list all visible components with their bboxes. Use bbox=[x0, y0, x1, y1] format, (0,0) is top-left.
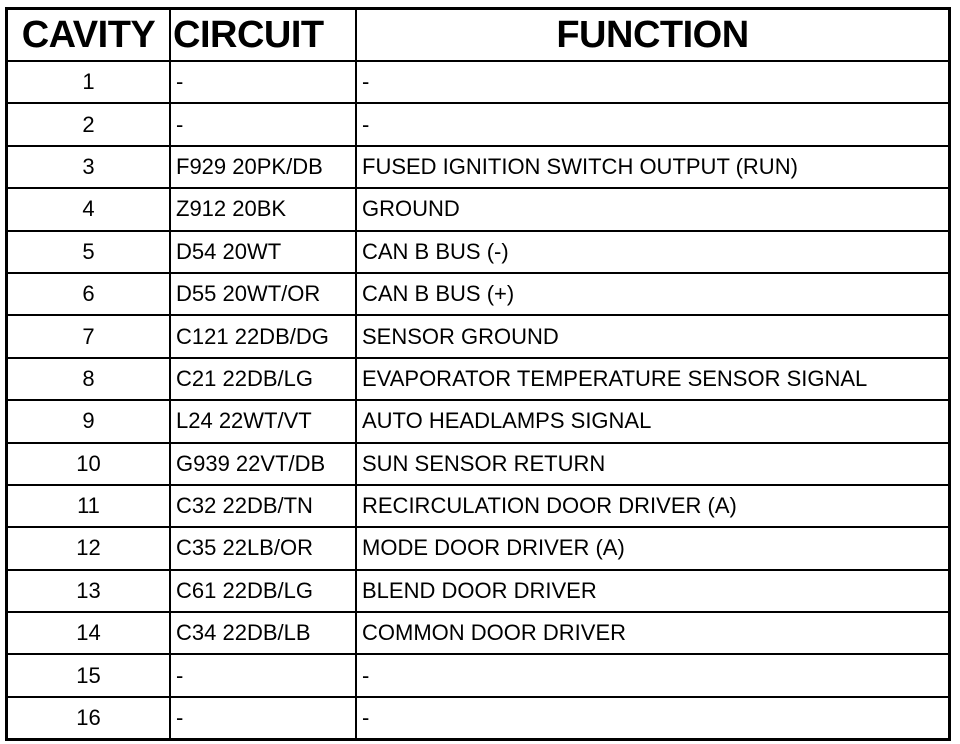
cell-function: - bbox=[356, 61, 949, 103]
cell-cavity: 1 bbox=[7, 61, 170, 103]
cell-circuit: - bbox=[170, 61, 356, 103]
cell-circuit: D55 20WT/OR bbox=[170, 273, 356, 315]
cell-function: FUSED IGNITION SWITCH OUTPUT (RUN) bbox=[356, 146, 949, 188]
cell-circuit: C121 22DB/DG bbox=[170, 315, 356, 357]
table-row bbox=[7, 315, 949, 357]
cell-cavity: 13 bbox=[7, 570, 170, 612]
header-row bbox=[7, 9, 949, 61]
cell-function: SENSOR GROUND bbox=[356, 315, 949, 357]
cell-cavity: 16 bbox=[7, 697, 170, 739]
cell-cavity: 8 bbox=[7, 358, 170, 400]
header-cavity: CAVITY bbox=[7, 9, 170, 61]
cell-function: COMMON DOOR DRIVER bbox=[356, 612, 949, 654]
cell-cavity: 12 bbox=[7, 527, 170, 569]
table-row bbox=[7, 146, 949, 188]
cell-function: RECIRCULATION DOOR DRIVER (A) bbox=[356, 485, 949, 527]
cell-cavity: 14 bbox=[7, 612, 170, 654]
table-row bbox=[7, 654, 949, 696]
cell-function: CAN B BUS (-) bbox=[356, 231, 949, 273]
cell-circuit: D54 20WT bbox=[170, 231, 356, 273]
table-row bbox=[7, 612, 949, 654]
table-body bbox=[7, 61, 949, 739]
header-circuit: CIRCUIT bbox=[170, 9, 356, 61]
cell-circuit: C21 22DB/LG bbox=[170, 358, 356, 400]
cell-circuit: F929 20PK/DB bbox=[170, 146, 356, 188]
table-row bbox=[7, 273, 949, 315]
cell-function: SUN SENSOR RETURN bbox=[356, 443, 949, 485]
cell-circuit: C34 22DB/LB bbox=[170, 612, 356, 654]
cell-circuit: C32 22DB/TN bbox=[170, 485, 356, 527]
table-row bbox=[7, 570, 949, 612]
cell-circuit: C35 22LB/OR bbox=[170, 527, 356, 569]
cell-function: - bbox=[356, 654, 949, 696]
cell-circuit: - bbox=[170, 103, 356, 145]
cell-function: MODE DOOR DRIVER (A) bbox=[356, 527, 949, 569]
cell-cavity: 10 bbox=[7, 443, 170, 485]
cell-circuit: Z912 20BK bbox=[170, 188, 356, 230]
table-row bbox=[7, 188, 949, 230]
cell-cavity: 11 bbox=[7, 485, 170, 527]
cell-function: AUTO HEADLAMPS SIGNAL bbox=[356, 400, 949, 442]
cell-cavity: 2 bbox=[7, 103, 170, 145]
header-function: FUNCTION bbox=[356, 9, 949, 61]
table-row bbox=[7, 697, 949, 739]
table-row bbox=[7, 231, 949, 273]
table-row bbox=[7, 61, 949, 103]
cell-function: - bbox=[356, 103, 949, 145]
table-header bbox=[7, 9, 949, 61]
table-row bbox=[7, 103, 949, 145]
cell-function: EVAPORATOR TEMPERATURE SENSOR SIGNAL bbox=[356, 358, 949, 400]
cell-function: GROUND bbox=[356, 188, 949, 230]
cell-circuit: - bbox=[170, 697, 356, 739]
table-row bbox=[7, 358, 949, 400]
cell-cavity: 15 bbox=[7, 654, 170, 696]
cell-cavity: 5 bbox=[7, 231, 170, 273]
cell-circuit: G939 22VT/DB bbox=[170, 443, 356, 485]
cell-function: CAN B BUS (+) bbox=[356, 273, 949, 315]
cell-function: - bbox=[356, 697, 949, 739]
cell-function: BLEND DOOR DRIVER bbox=[356, 570, 949, 612]
table-row bbox=[7, 527, 949, 569]
table-row bbox=[7, 400, 949, 442]
cell-cavity: 7 bbox=[7, 315, 170, 357]
cell-cavity: 6 bbox=[7, 273, 170, 315]
cell-circuit: C61 22DB/LG bbox=[170, 570, 356, 612]
cell-circuit: L24 22WT/VT bbox=[170, 400, 356, 442]
pinout-table bbox=[6, 8, 950, 740]
cell-circuit: - bbox=[170, 654, 356, 696]
cell-cavity: 4 bbox=[7, 188, 170, 230]
cell-cavity: 3 bbox=[7, 146, 170, 188]
table-row bbox=[7, 443, 949, 485]
table-row bbox=[7, 485, 949, 527]
cell-cavity: 9 bbox=[7, 400, 170, 442]
